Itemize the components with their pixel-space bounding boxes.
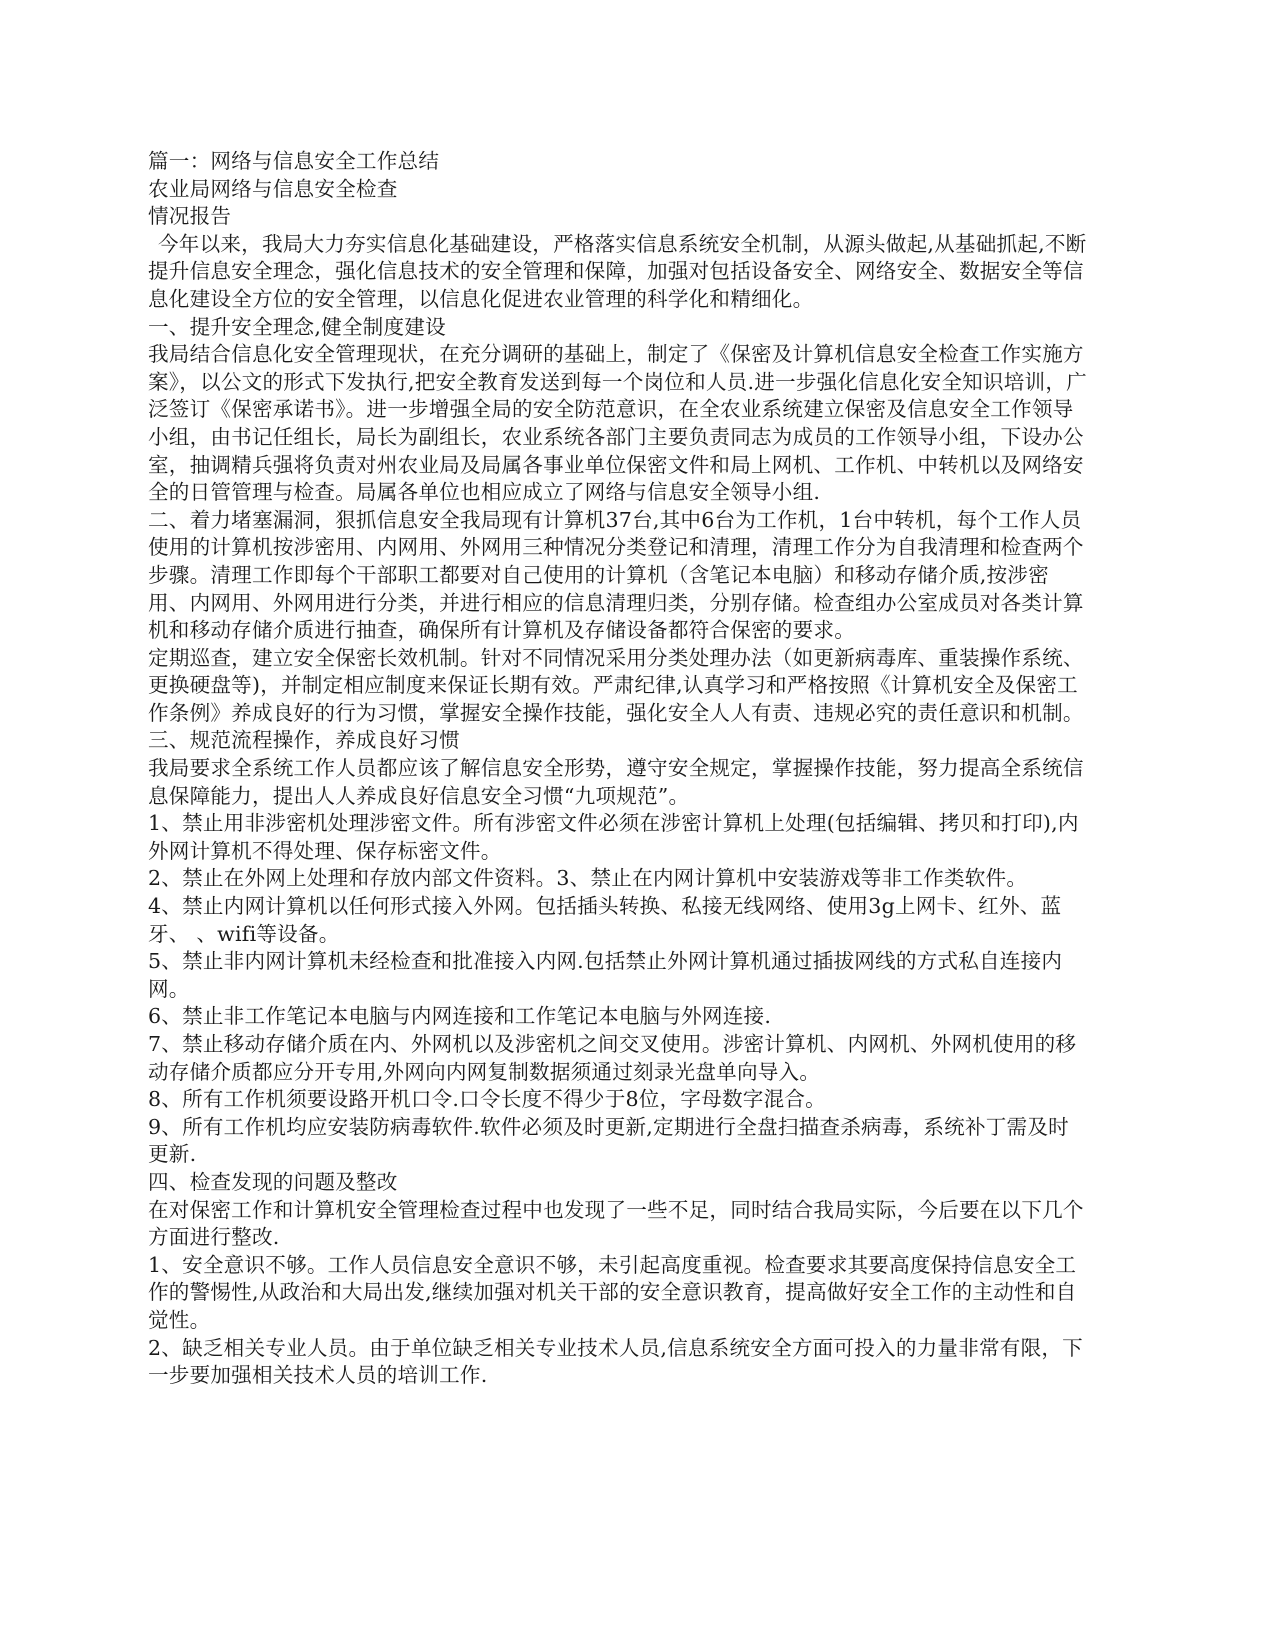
document-body xyxy=(148,148,1088,1390)
document-subtitle: 情况报告 xyxy=(148,204,232,229)
list-item: 5、禁止非内网计算机未经检查和批准接入内网.包括禁止外网计算机通过插拔网线的方式私自连接内网。 xyxy=(148,949,1063,1001)
section-heading-1: 一、提升安全理念,健全制度建设 xyxy=(148,314,446,339)
list-item: 8、所有工作机须要设路开机口令.口令长度不得少于8位，字母数字混合。 xyxy=(148,1087,826,1112)
paragraph: 我局结合信息化安全管理现状，在充分调研的基础上，制定了《保密及计算机信息安全检查工作实施方案》，以公文的形式下发执行,把安全教育发送到每一个岗位和人员.进一步强化信息化安全知识培训，广泛签订《保密承诺书》。进一步增强全局的安全防范意识，在全农业系统建立保密及信息安全工作领导小组，由书记任组长，局长为副组长，农业系统各部门主要负责同志为成员的工作领导小组，下设办公室，抽调精兵强将负责对州农业局及局属各事业单位保密文件和局上网机、工作机、中转机以及网络安全的日管管理与检查。局属各单位也相应成立了网络与信息安全领导小组. xyxy=(148,342,1087,505)
paragraph: 在对保密工作和计算机安全管理检查过程中也发现了一些不足，同时结合我局实际，今后要在以下几个方面进行整改. xyxy=(148,1197,1084,1250)
list-item: 4、禁止内网计算机以任何形式接入外网。包括插头转换、私接无线网络、使用3g上网卡、红外、蓝牙、 、wifi等设备。 xyxy=(148,894,1062,946)
paragraph-intro: 今年以来，我局大力夯实信息化基础建设，严格落实信息系统安全机制，从源头做起,从基础抓起,不断提升信息安全理念，强化信息技术的安全管理和保障，加强对包括设备安全、网络安全、数据安全等信息化建设全方位的安全管理，以信息化促进农业管理的科学化和精细化。 xyxy=(148,231,1087,311)
list-item: 6、禁止非工作笔记本电脑与内网连接和工作笔记本电脑与外网连接. xyxy=(148,1004,772,1029)
list-item: 9、所有工作机均应安装防病毒软件.软件必须及时更新,定期进行全盘扫描查杀病毒，系统补丁需及时更新. xyxy=(148,1114,1069,1167)
paragraph: 定期巡查，建立安全保密长效机制。针对不同情况采用分类处理办法（如更新病毒库、重装操作系统、更换硬盘等)，并制定相应制度来保证长期有效。严肃纪律,认真学习和严格按照《计算机安全及保密工作条例》养成良好的行为习惯，掌握安全操作技能，强化安全人人有责、违规必究的责任意识和机制。 xyxy=(148,645,1084,725)
list-item: 1、安全意识不够。工作人员信息安全意识不够，未引起高度重视。检查要求其要高度保持信息安全工作的警惕性,从政治和大局出发,继续加强对机关干部的安全意识教育，提高做好安全工作的主动性和自觉性。 xyxy=(148,1252,1077,1332)
paragraph: 我局要求全系统工作人员都应该了解信息安全形势，遵守安全规定，掌握操作技能，努力提高全系统信息保障能力，提出人人养成良好信息安全习惯“九项规范”。 xyxy=(148,756,1084,808)
section-heading-3: 三、规范流程操作，养成良好习惯 xyxy=(148,728,460,753)
list-item: 2、缺乏相关专业人员。由于单位缺乏相关专业技术人员,信息系统安全方面可投入的力量非常有限，下一步要加强相关技术人员的培训工作. xyxy=(148,1335,1083,1388)
list-item: 2、禁止在外网上处理和存放内部文件资料。3、禁止在内网计算机中安装游戏等非工作类软件。 xyxy=(148,866,1028,891)
list-item: 7、禁止移动存储介质在内、外网机以及涉密机之间交叉使用。涉密计算机、内网机、外网机使用的移动存储介质都应分开专用,外网向内网复制数据须通过刻录光盘单向导入。 xyxy=(148,1032,1077,1084)
section-heading-2: 二、着力堵塞漏洞，狠抓信息安全我局现有计算机37台,其中6台为工作机，1台中转机，每个工作人员使用的计算机按涉密用、内网用、外网用三种情况分类登记和清理，清理工作分为自我清理和检查两个步骤。清理工作即每个干部职工都要对自己使用的计算机（含笔记本电脑）和移动存储介质,按涉密用、内网用、外网用进行分类，并进行相应的信息清理归类，分别存储。检查组办公室成员对各类计算机和移动存储介质进行抽查，确保所有计算机及存储设备都符合保密的要求。 xyxy=(148,507,1084,643)
list-item: 1、禁止用非涉密机处理涉密文件。所有涉密文件必须在涉密计算机上处理(包括编辑、拷贝和打印),内外网计算机不得处理、保存标密文件。 xyxy=(148,811,1079,863)
section-heading-4: 四、检查发现的问题及整改 xyxy=(148,1169,398,1194)
document-title: 农业局网络与信息安全检查 xyxy=(148,176,398,201)
document-header: 篇一：网络与信息安全工作总结 xyxy=(148,149,440,173)
